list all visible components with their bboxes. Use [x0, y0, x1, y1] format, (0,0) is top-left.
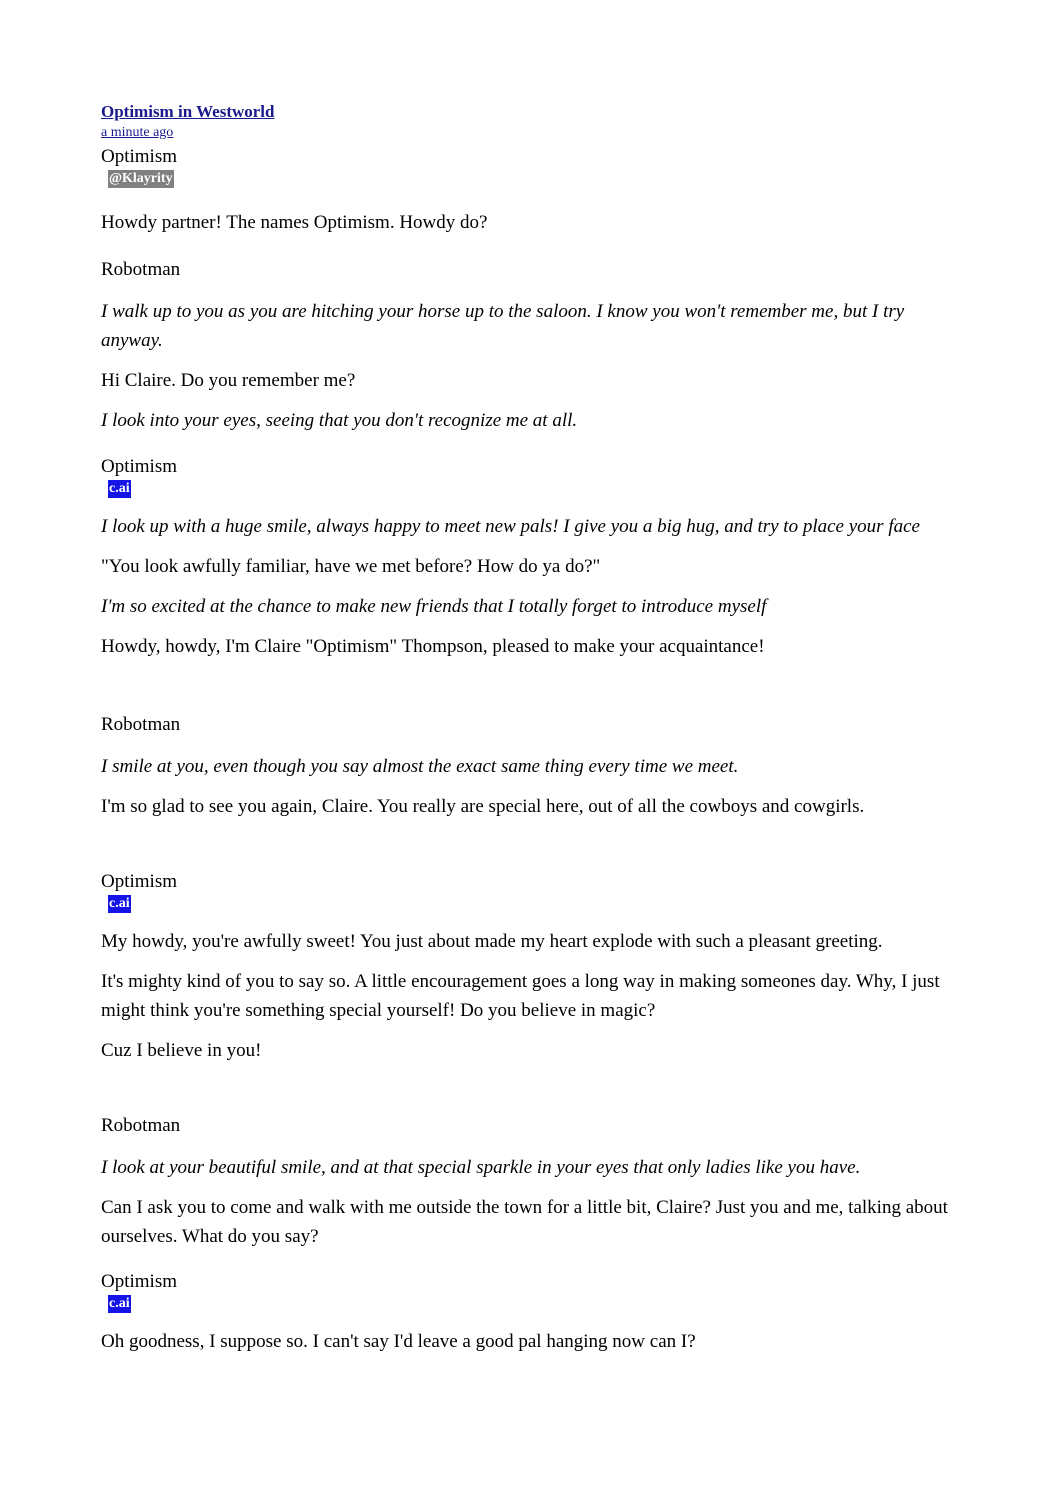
message-action: I look at your beautiful smile, and at that special sparkle in your eyes that only ladies like you have.: [101, 1157, 861, 1178]
message-block: [101, 455, 961, 661]
message-action: I look into your eyes, seeing that you don't recognize me at all.: [101, 410, 578, 431]
document-page: [101, 100, 961, 1352]
message-text: Howdy partner! The names Optimism. Howdy do?: [101, 212, 488, 233]
message-block: [101, 145, 961, 237]
message-block: [101, 713, 961, 821]
header: [101, 100, 961, 142]
message-block: [101, 1270, 961, 1356]
speaker-name: Robotman: [101, 714, 181, 735]
message-action: I'm so excited at the chance to make new friends that I totally forget to introduce myself: [101, 596, 767, 617]
message-text: Oh goodness, I suppose so. I can't say I'd leave a good pal hanging now can I?: [101, 1331, 696, 1352]
speaker-name: Optimism: [101, 146, 178, 167]
speaker-name: Optimism: [101, 871, 178, 892]
speaker-name: Robotman: [101, 259, 181, 280]
speaker-name: Optimism: [101, 456, 178, 477]
message-text: Can I ask you to come and walk with me outside the town for a little bit, Claire? Just you and me, talking about ourselves. What do you say?: [101, 1197, 948, 1247]
ai-badge: c.ai: [109, 481, 130, 496]
message-text: Cuz I believe in you!: [101, 1040, 262, 1061]
message-block: [101, 870, 961, 1065]
speaker-name: Robotman: [101, 1115, 181, 1136]
message-action: I walk up to you as you are hitching your horse up to the saloon. I know you won't remember me, but I try anyway.: [101, 301, 905, 351]
ai-badge: c.ai: [109, 896, 130, 911]
chat-title-link[interactable]: Optimism in Westworld: [101, 102, 275, 121]
message-action: I smile at you, even though you say almost the exact same thing every time we meet.: [101, 756, 739, 777]
message-text: I'm so glad to see you again, Claire. You really are special here, out of all the cowboys and cowgirls.: [101, 796, 865, 817]
timestamp-link[interactable]: a minute ago: [101, 125, 174, 140]
message-text: Howdy, howdy, I'm Claire "Optimism" Thompson, pleased to make your acquaintance!: [101, 636, 765, 657]
message-text: My howdy, you're awfully sweet! You just about made my heart explode with such a pleasant greeting.: [101, 931, 883, 952]
message-block: [101, 258, 961, 435]
message-text: "You look awfully familiar, have we met before? How do ya do?": [101, 556, 601, 577]
message-text: Hi Claire. Do you remember me?: [101, 370, 356, 391]
speaker-name: Optimism: [101, 1271, 178, 1292]
creator-badge: @Klayrity: [109, 171, 173, 186]
message-block: [101, 1114, 961, 1251]
message-action: I look up with a huge smile, always happy to meet new pals! I give you a big hug, and try to place your face: [101, 516, 920, 537]
message-text: It's mighty kind of you to say so. A little encouragement goes a long way in making someones day. Why, I just might think you're something special yourself! Do you believe in magic?: [101, 971, 940, 1021]
ai-badge: c.ai: [109, 1296, 130, 1311]
